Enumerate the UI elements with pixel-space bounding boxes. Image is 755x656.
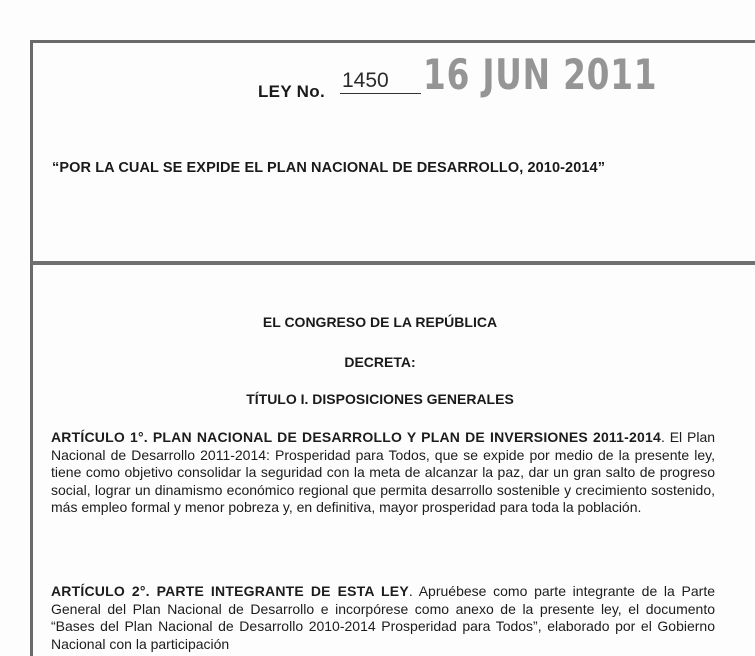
document-frame (30, 40, 755, 656)
law-number: 1450 (340, 69, 421, 94)
article-1-body: . El Plan Nacional de Desarrollo 2011-2014: Prosperidad para Todos, que se expide por medio de la presente ley, tiene como objetivo consolidar la seguridad con la meta de alcanzar la paz, dar un gran salto de progreso social, lograr un dinamismo económico regional que permita desarrollo sostenible y crecimiento sostenido, más empleo formal y menor pobreza y, en definitiva, mayor prosperidad para toda la población. (51, 429, 716, 515)
article-2 (51, 583, 715, 653)
law-number-line (258, 50, 658, 112)
section-divider (31, 261, 755, 265)
law-title: “POR LA CUAL SE EXPIDE EL PLAN NACIONAL DE DESARROLLO, 2010-2014” (52, 160, 606, 176)
decreta-heading: DECRETA: (344, 354, 416, 370)
article-1-heading: ARTÍCULO 1°. PLAN NACIONAL DE DESARROLLO Y PLAN DE INVERSIONES 2011-2014 (51, 429, 661, 445)
title-one-heading: TÍTULO I. DISPOSICIONES GENERALES (246, 391, 514, 407)
congress-heading: EL CONGRESO DE LA REPÚBLICA (262, 314, 498, 330)
date-stamp: 16 JUN 2011 (423, 50, 658, 99)
article-2-heading: ARTÍCULO 2°. PARTE INTEGRANTE DE ESTA LEY (51, 583, 409, 599)
article-1 (51, 429, 715, 517)
law-label: LEY No. (258, 82, 325, 101)
article-2-body: . Apruébese como parte integrante de la Parte General del Plan Nacional de Desarrollo e incorpórese como anexo de la presente ley, el documento “Bases del Plan Nacional de Desarrollo 2010-2014 Prosperidad para Todos”, elaborado por el Gobierno Nacional con la participación (51, 583, 715, 652)
